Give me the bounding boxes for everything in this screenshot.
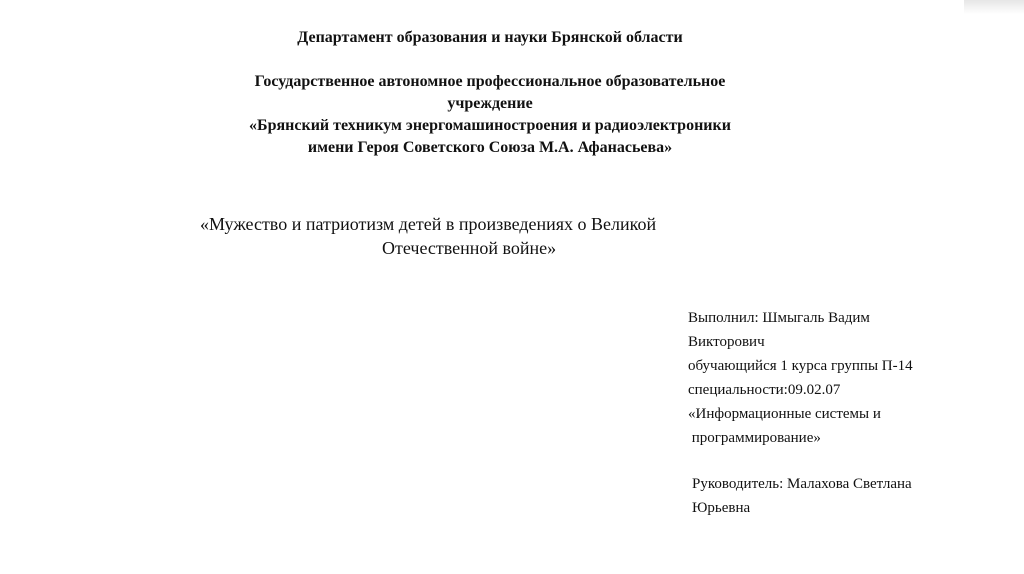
author-line-5: «Информационные системы и	[688, 406, 881, 422]
author-line-1: Выполнил: Шмыгаль Вадим	[688, 310, 870, 326]
author-line-3: обучающийся 1 курса группы П-14	[688, 358, 913, 374]
page-corner-shadow	[964, 0, 1024, 14]
topic-line-1: «Мужество и патриотизм детей в произведениях о Великой	[200, 214, 657, 234]
institution-line-1: Государственное автономное профессиональное образовательное	[254, 73, 726, 90]
author-line-2: Викторович	[688, 334, 765, 350]
supervisor-line-2: Юрьевна	[692, 500, 751, 516]
institution-line-3: «Брянский техникум энергомашиностроения и радиоэлектроники	[249, 117, 731, 134]
institution-line-4: имени Героя Советского Союза М.А. Афанасьева»	[307, 139, 673, 156]
author-line-4: специальности:09.02.07	[688, 382, 841, 398]
department-title: Департамент образования и науки Брянской области	[297, 29, 683, 46]
institution-line-2: учреждение	[447, 95, 533, 112]
supervisor-line-1: Руководитель: Малахова Светлана	[692, 476, 912, 492]
author-line-6: программирование»	[688, 430, 821, 446]
topic-line-2: Отечественной войне»	[382, 238, 557, 258]
